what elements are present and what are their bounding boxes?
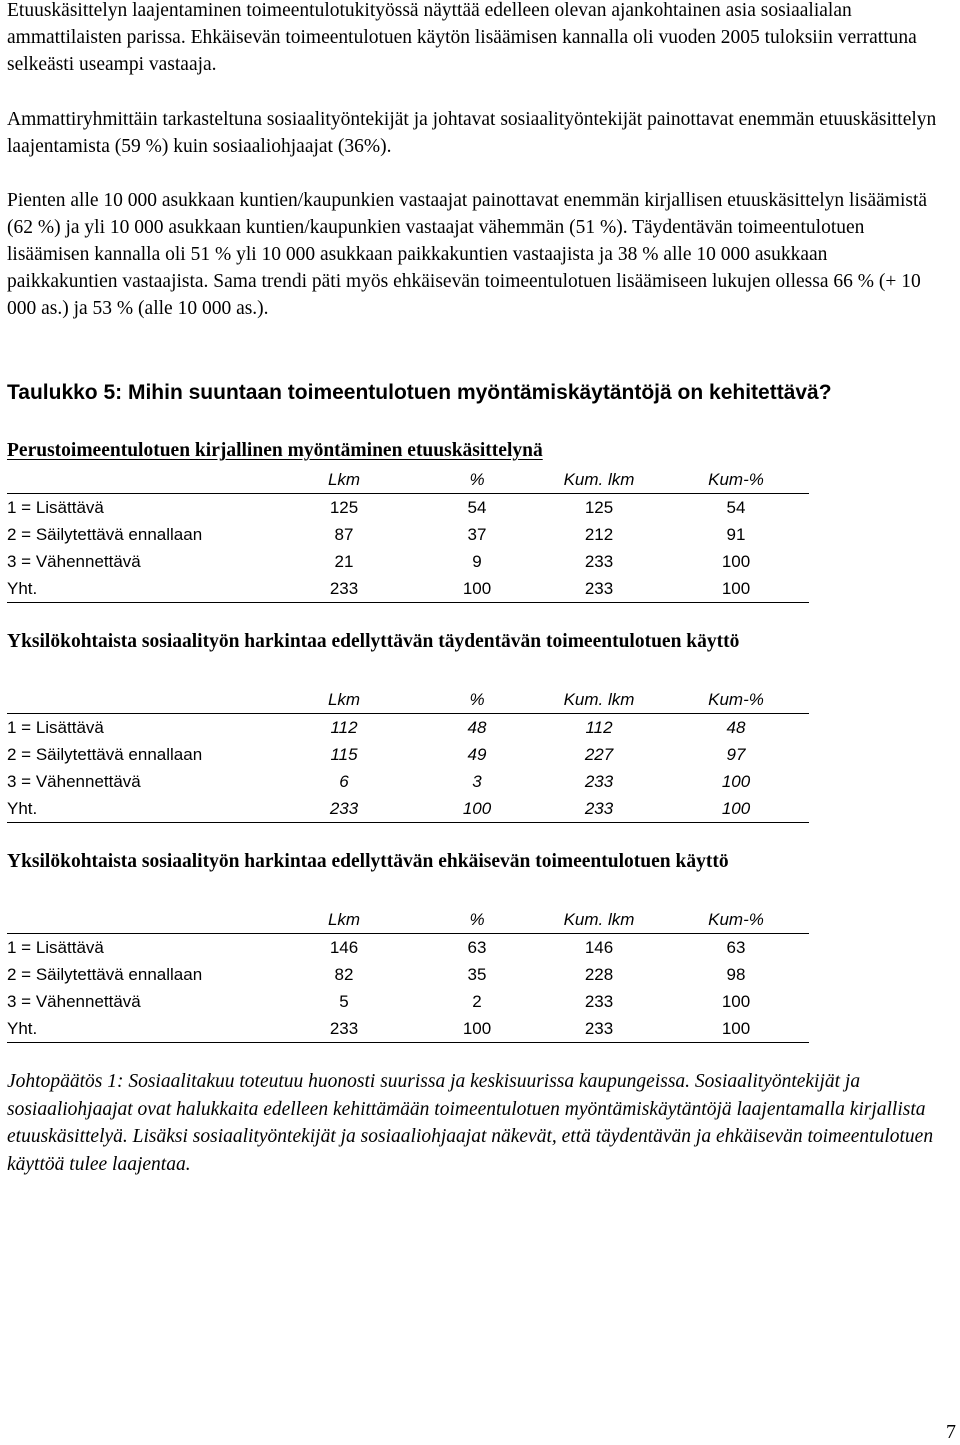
cell-percent: 48: [467, 718, 487, 737]
cell-lkm: 146: [329, 938, 359, 957]
table-total-row: [7, 575, 809, 603]
table-basic-income-support: [7, 466, 809, 603]
table-3-title: Yksilökohtaista sosiaalityön harkintaa edellyttävän ehkäisevän toimeentulotuen käyttö: [7, 851, 729, 872]
cell-percent: 9: [472, 552, 482, 571]
cell-lkm: 5: [339, 992, 349, 1011]
cell-cum-percent: 54: [726, 498, 746, 517]
cell-percent: 35: [467, 965, 487, 984]
header-lkm: Lkm: [269, 466, 419, 494]
cell-cum-percent: 91: [726, 525, 746, 544]
intro-paragraph: Etuuskäsittelyn laajentaminen toimeentulotukityössä näyttää edelleen olevan ajankohtainen asia sosiaalialan ammattilaisten parissa. Ehkäisevän toimeentulotuen käytön lisäämisen kannalla oli vuoden 2005 tuloksiin verrattuna selkeästi useampi vastaaja.: [7, 0, 917, 75]
cell-lkm: 6: [339, 772, 349, 791]
cell-cum-lkm: 146: [584, 938, 614, 957]
cell-cum-percent: 100: [721, 772, 751, 791]
occupation-paragraph: Ammattiryhmittäin tarkasteltuna sosiaalityöntekijät ja johtavat sosiaalityöntekijät painottavat enemmän etuuskäsittelyn laajentamista (59 %) kuin sosiaaliohjaajat (36%).: [7, 109, 937, 157]
row-label: 2 = Säilytettävä ennallaan: [7, 525, 203, 544]
header-blank: [7, 466, 269, 494]
conclusion-paragraph: Johtopäätös 1: Sosiaalitakuu toteutuu huonosti suurissa ja keskisuurissa kaupungeissa. Sosiaalityöntekijät ja sosiaaliohjaajat ovat halukkaita edelleen kehittämään toimeentulotuen myöntämiskäytäntöjä laajentamalla kirjallista etuuskäsittelyä. Lisäksi sosiaalityöntekijät ja sosiaaliohjaajat näkevät, että täydentävän ja ehkäisevän toimeentulotuen käyttöä tulee laajentaa.: [7, 1071, 934, 1175]
cell-cum-lkm: 233: [535, 795, 663, 823]
table-row: [7, 741, 809, 768]
row-label: 3 = Vähennettävä: [7, 772, 141, 791]
header-cum-lkm: Kum. lkm: [535, 686, 663, 714]
cell-cum-lkm: 125: [584, 498, 614, 517]
table-1-title: Perustoimeentulotuen kirjallinen myöntäminen etuuskäsittelynä: [7, 440, 543, 461]
header-percent: %: [419, 686, 535, 714]
header-percent: %: [419, 466, 535, 494]
header-cum-percent: Kum-%: [663, 686, 809, 714]
table-row: [7, 521, 809, 548]
table-header-row: [7, 466, 809, 494]
cell-percent: 54: [467, 498, 487, 517]
cell-lkm: 82: [334, 965, 354, 984]
row-label: 1 = Lisättävä: [7, 498, 104, 517]
row-label: 1 = Lisättävä: [7, 938, 104, 957]
cell-percent: 49: [467, 745, 487, 764]
table-header-row: [7, 686, 809, 714]
table-supplementary-income-support: [7, 686, 809, 823]
header-blank: [7, 906, 269, 934]
header-lkm: Lkm: [269, 906, 419, 934]
cell-percent: 100: [419, 575, 535, 603]
cell-lkm: 125: [329, 498, 359, 517]
cell-lkm: 87: [334, 525, 354, 544]
cell-percent: 37: [467, 525, 487, 544]
cell-cum-lkm: 233: [584, 992, 614, 1011]
cell-percent: 2: [472, 992, 482, 1011]
table-preventive-income-support: [7, 906, 809, 1043]
cell-percent: 100: [419, 795, 535, 823]
cell-cum-percent: 63: [726, 938, 746, 957]
cell-cum-percent: 98: [726, 965, 746, 984]
cell-cum-percent: 100: [663, 575, 809, 603]
row-label: 3 = Vähennettävä: [7, 992, 141, 1011]
row-label: 3 = Vähennettävä: [7, 552, 141, 571]
cell-cum-percent: 100: [663, 1015, 809, 1043]
table-row: [7, 714, 809, 742]
table-2-title: Yksilökohtaista sosiaalityön harkintaa edellyttävän täydentävän toimeentulotuen käyttö: [7, 631, 740, 652]
table-row: [7, 494, 809, 522]
table-total-row: [7, 1015, 809, 1043]
cell-lkm: 115: [330, 745, 358, 764]
table-row: [7, 548, 809, 575]
cell-cum-lkm: 233: [535, 1015, 663, 1043]
table-header-row: [7, 906, 809, 934]
cell-cum-lkm: 233: [535, 575, 663, 603]
header-cum-percent: Kum-%: [663, 906, 809, 934]
page-number: 7: [946, 1421, 956, 1443]
row-label: 2 = Säilytettävä ennallaan: [7, 965, 203, 984]
header-cum-percent: Kum-%: [663, 466, 809, 494]
cell-cum-percent: 97: [726, 745, 746, 764]
table-row: [7, 768, 809, 795]
cell-lkm: 112: [330, 718, 358, 737]
table-row: [7, 988, 809, 1015]
table-total-row: [7, 795, 809, 823]
cell-cum-lkm: 228: [584, 965, 614, 984]
cell-cum-lkm: 227: [584, 745, 614, 764]
row-label: 1 = Lisättävä: [7, 718, 104, 737]
row-label: Yht.: [7, 575, 269, 603]
row-label: 2 = Säilytettävä ennallaan: [7, 745, 203, 764]
table-row: [7, 961, 809, 988]
table-5-heading: Taulukko 5: Mihin suuntaan toimeentulotuen myöntämiskäytäntöjä on kehitettävä?: [7, 381, 832, 404]
cell-cum-percent: 48: [726, 718, 746, 737]
cell-cum-percent: 100: [721, 992, 751, 1011]
cell-cum-percent: 100: [663, 795, 809, 823]
row-label: Yht.: [7, 795, 269, 823]
cell-percent: 63: [467, 938, 487, 957]
header-blank: [7, 686, 269, 714]
cell-lkm: 233: [269, 795, 419, 823]
table-row: [7, 934, 809, 962]
header-lkm: Lkm: [269, 686, 419, 714]
header-cum-lkm: Kum. lkm: [535, 906, 663, 934]
municipality-size-paragraph: Pienten alle 10 000 asukkaan kuntien/kaupunkien vastaajat painottavat enemmän kirjallisen etuuskäsittelyn lisäämistä (62 %) ja yli 10 000 asukkaan kuntien/kaupunkien vastaajat vähemmän (51 %). Täydentävän toimeentulotuen lisäämisen kannalla oli 51 % yli 10 000 asukkaan paikkakuntien vastaajista ja 38 % alle 10 000 asukkaan paikkakuntien vastaajista. Sama trendi päti myös ehkäisevän toimeentulotuen lisäämiseen lukujen ollessa 66 % (+ 10 000 as.) ja 53 % (alle 10 000 as.).: [7, 190, 928, 319]
header-cum-lkm: Kum. lkm: [535, 466, 663, 494]
header-percent: %: [419, 906, 535, 934]
cell-lkm: 21: [334, 552, 354, 571]
row-label: Yht.: [7, 1015, 269, 1043]
cell-cum-lkm: 112: [585, 718, 613, 737]
cell-percent: 3: [472, 772, 482, 791]
cell-cum-lkm: 212: [584, 525, 614, 544]
cell-cum-lkm: 233: [584, 552, 614, 571]
cell-cum-percent: 100: [721, 552, 751, 571]
cell-lkm: 233: [269, 575, 419, 603]
cell-lkm: 233: [269, 1015, 419, 1043]
cell-percent: 100: [419, 1015, 535, 1043]
cell-cum-lkm: 233: [584, 772, 614, 791]
